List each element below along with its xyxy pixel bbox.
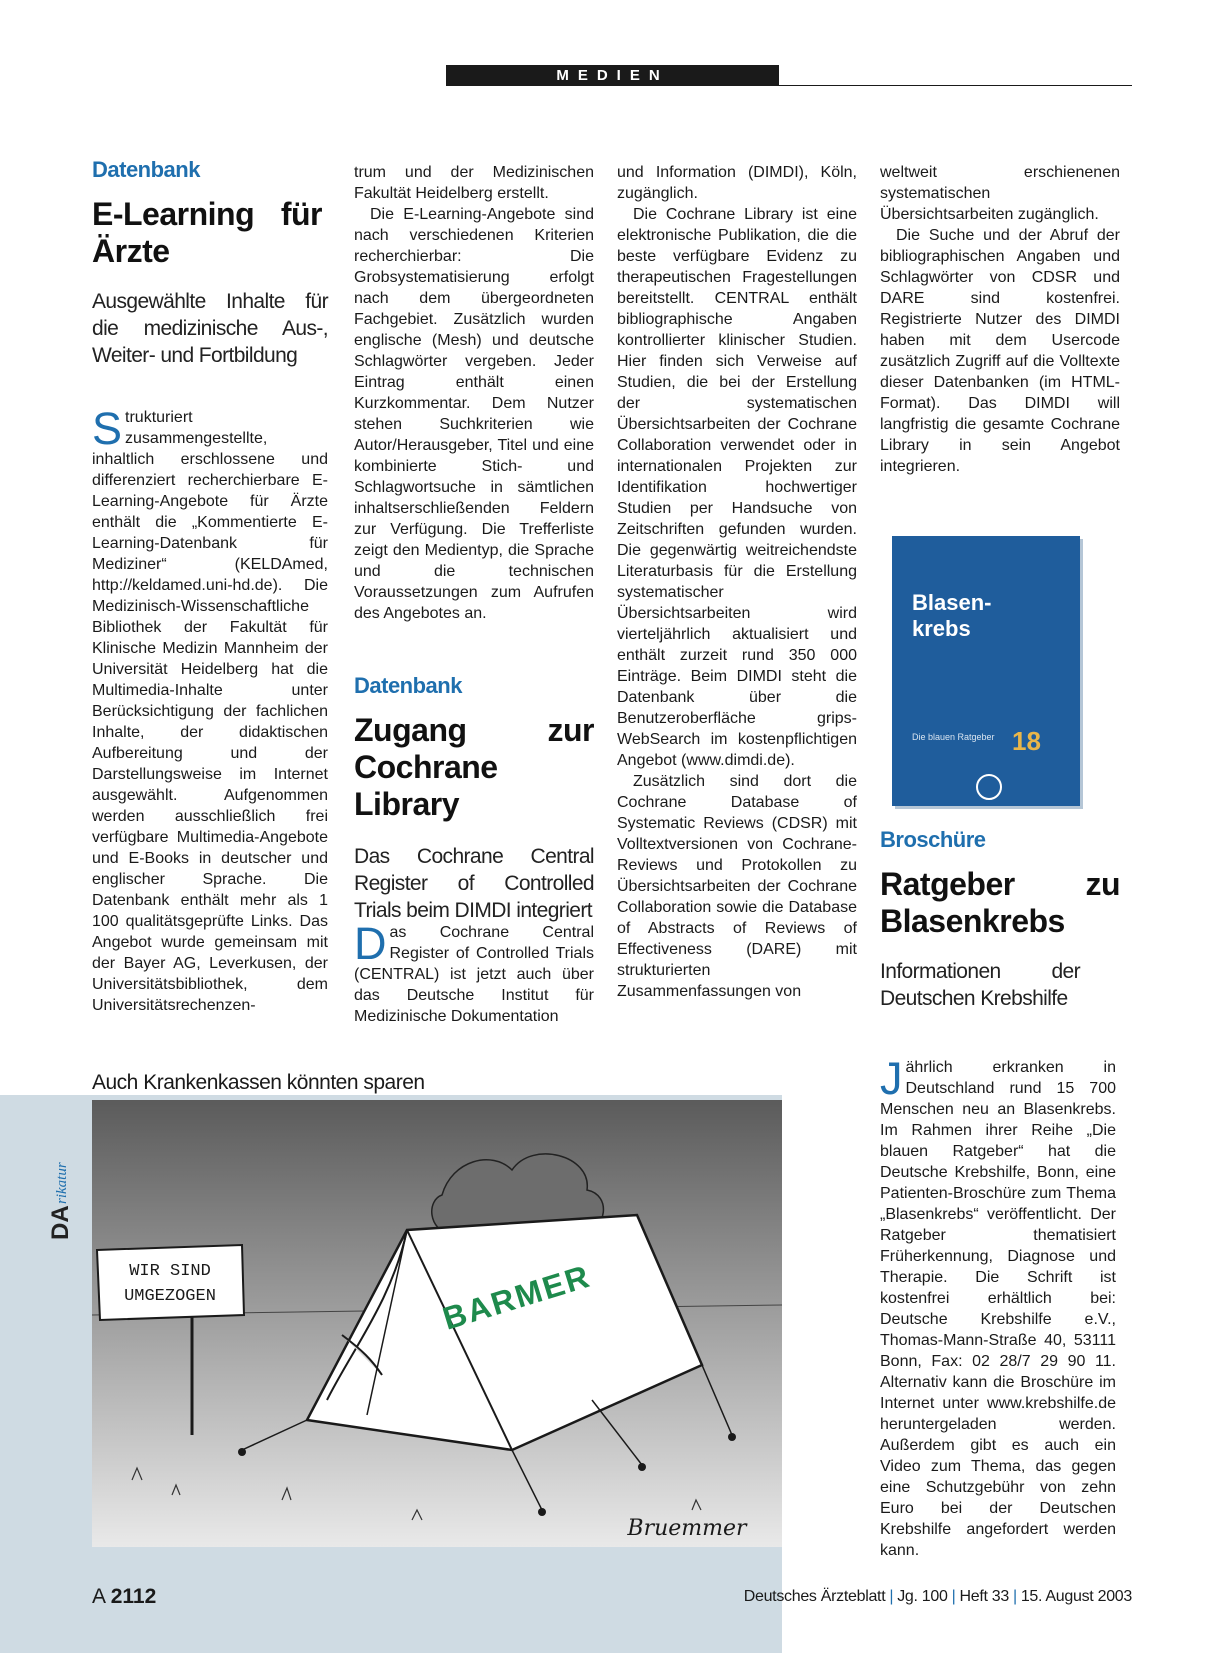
sign-line-1: WIR SIND bbox=[129, 1262, 211, 1281]
article3-headline: Ratgeber zu Blasenkrebs bbox=[880, 866, 1120, 939]
footer-issue: Heft 33 bbox=[959, 1588, 1009, 1605]
sign-board bbox=[97, 1245, 244, 1320]
cartoonist-signature: Bruemmer bbox=[627, 1516, 747, 1541]
section-header: MEDIEN bbox=[446, 65, 779, 86]
article3-subline: Informationen der Deutschen Krebshilfe bbox=[880, 960, 1080, 1010]
cover-logo-icon bbox=[976, 774, 1002, 800]
article2-body-col3-p1: und Information (DIMDI), Köln, zugänglich. bbox=[617, 164, 857, 202]
article2-body-col3-p3: Zusätzlich sind dort die Cochrane Database of Systematic Reviews (CDSR) mit Volltextversionen von Cochrane-Reviews und Protokollen zu Übersichtsarbeiten der Cochrane Collaboration sowie die Database of Abstracts of Reviews of Effectiveness (DARE) mit strukturierten Zusammenfassungen von bbox=[617, 773, 857, 1000]
tent-peg-2 bbox=[638, 1463, 646, 1471]
article2-kicker: Datenbank bbox=[354, 673, 462, 698]
brochure-cover-image bbox=[892, 536, 1080, 806]
footer-citation bbox=[744, 1586, 1132, 1608]
footer-separator: | bbox=[1012, 1588, 1017, 1605]
article1-kicker: Datenbank bbox=[92, 157, 200, 182]
article2-body-col2 bbox=[354, 918, 594, 1027]
tent-peg-3 bbox=[728, 1433, 736, 1441]
article2-body-col2-text: as Cochrane Central Register of Controlled Trials (CENTRAL) ist jetzt auch über das Deutsche Institut für Medizinische Dokumentation bbox=[354, 924, 594, 1025]
article2-headline: Zugang zur Cochrane Library bbox=[354, 712, 594, 822]
page-number bbox=[92, 1584, 156, 1610]
article1-body-col1: trukturiert zusammengestellte, inhaltlich erschlossene und differenziert recherchierbare E-Learning-Angebote für Ärzte enthält die „Kommentierte E-Learning-Datenbank für Mediziner“ (KELDAmed, http://keldamed.uni-hd.de). Die Medizinisch-Wissenschaftliche Bibliothek der Fakultät für Klinische Medizin Mannheim der Universität Heidelberg hat die Multimedia-Inhalte unter Berücksichtigung der fachlichen Inhalte, der didaktischen Aufbereitung und der Darstellungsweise im Internet ausgewählt. Aufgenommen werden ausschließlich frei verfügbare Multimedia-Angebote und E-Books in deutscher und englischer Sprache. Die Datenbank enthält mehr als 1 100 qualitätsgeprüfte Links. Das Angebot wurde gemeinsam mit der Bayer AG, Leverkusen, der Universitätsbibliothek, dem Universitätsrechenzen- bbox=[92, 409, 328, 1014]
article2-body-col4-p2: Die Suche und der Abruf der bibliographischen Angaben und Schlagwörter von CDSR und DARE sind kostenfrei. Registrierte Nutzer des DIMDI haben mit dem Usercode zusätzlich Zugriff auf die Volltexte dieser Datenbanken (im HTML-Format). Das DIMDI will langfristig die gesamte Cochrane Library in sein Angebot integrieren. bbox=[880, 227, 1120, 475]
darikatur-da: DA bbox=[47, 1205, 74, 1240]
article1-headline: E-Learning für Ärzte bbox=[92, 196, 322, 269]
cover-title: Blasen-krebs bbox=[912, 590, 992, 641]
page-prefix: A bbox=[92, 1585, 105, 1608]
tent-peg-4 bbox=[238, 1448, 246, 1456]
cover-series: Die blauen Ratgeber bbox=[912, 732, 995, 742]
article1-body-col2-p1: trum und der Medizinischen Fakultät Heidelberg erstellt. bbox=[354, 164, 594, 202]
footer-journal: Deutsches Ärzteblatt bbox=[743, 1588, 886, 1605]
tent-label: BARMER bbox=[438, 1257, 595, 1337]
article2-body-col4-p1: weltweit erschienenen systematischen Übersichtsarbeiten zugänglich. bbox=[880, 164, 1120, 223]
footer-separator: | bbox=[951, 1588, 956, 1605]
footer-volume: Jg. 100 bbox=[897, 1588, 948, 1605]
column-4 bbox=[880, 162, 1120, 477]
article1-dropcap: S bbox=[92, 403, 123, 454]
article3-head bbox=[880, 826, 1120, 1012]
article3-body-text: ährlich erkranken in Deutschland rund 15 700 Menschen neu an Blasenkrebs. Im Rahmen ihrer Reihe „Die blauen Ratgeber“ hat die Deutsche Krebshilfe, Bonn, eine Patienten-Broschüre zum Thema „Blasenkrebs“ veröffentlicht. Der Ratgeber thematisiert Früherkennung, Diagnose und Therapie. Die Schrift ist kostenfrei erhältlich bei: Deutsche Krebshilfe e.V., Thomas-Mann-Straße 40, 53111 Bonn, Fax: 02 28/7 29 90 11. Alternativ kann die Broschüre im Internet unter www.krebshilfe.de heruntergeladen werden. Außerdem gibt es auch ein Video zum Thema, das gegen eine Schutzgebühr von zehn Euro bei der Deutschen Krebshilfe angefordert werden kann. bbox=[880, 1059, 1116, 1559]
footer-separator: | bbox=[889, 1588, 894, 1605]
article1-body bbox=[92, 403, 328, 1016]
column-1 bbox=[92, 156, 328, 1016]
cover-number: 18 bbox=[1012, 726, 1041, 756]
article3-dropcap: J bbox=[880, 1053, 903, 1104]
darikatur-logo bbox=[42, 1118, 78, 1242]
article2-body-col3-p2: Die Cochrane Library ist eine elektronische Publikation, die die beste verfügbare Evidenz zu therapeutischen Fragestellungen bereitstellt. CENTRAL enthält bibliographische Angaben kontrollierter klinischer Studien. Hier finden sich Verweise auf Studien, die bei der Erstellung der systematischen Übersichtsarbeiten der Cochrane Collaboration verwendet oder in internationalen Projekten zur Identifikation hochwertiger Studien per Handsuche von Zeitschriften gefunden wurden. Die gegenwärtig weitreichendste Literaturbasis für die Erstellung systematischer Übersichtsarbeiten wird vierteljährlich aktualisiert und enthält zurzeit rund 350 000 Einträge. Beim DIMDI steht die Datenbank über die Benutzeroberfläche grips-WebSearch im kostenpflichtigen Angebot (www.dimdi.de). bbox=[617, 206, 857, 769]
article3-body bbox=[880, 1053, 1116, 1561]
article2-dropcap: D bbox=[354, 918, 387, 969]
article1-subline: Ausgewählte Inhalte für die medizinische Aus-, Weiter- und Fortbildung bbox=[92, 290, 328, 367]
article2-head bbox=[354, 672, 594, 924]
sign-line-2: UMGEZOGEN bbox=[124, 1287, 216, 1306]
darikatur-rikatur: rikatur bbox=[54, 1162, 70, 1204]
page-number-value: 2112 bbox=[110, 1585, 157, 1608]
footer-date: 15. August 2003 bbox=[1020, 1588, 1132, 1605]
tent-peg-1 bbox=[538, 1508, 546, 1516]
cartoon-caption: Auch Krankenkassen könnten sparen bbox=[92, 1071, 425, 1094]
cartoon-illustration bbox=[92, 1100, 782, 1547]
article1-body-col2-p2: Die E-Learning-Angebote sind nach verschiedenen Kriterien recherchierbar: Die Grobsystematisierung erfolgt nach dem übergeordneten Fachgebiet. Zusätzlich wurden englische (Mesh) und deutsche Schlagwörter vergeben. Jeder Eintrag enthält einen Kurzkommentar. Dem Nutzer stehen Suchkriterien wie Autor/Herausgeber, Titel und eine kombinierte Stich- und Schlagwortsuche in sämtlichen inhaltserschließenden Feldern zur Verfügung. Die Trefferliste zeigt den Medientyp, die Sprache und die technischen Voraussetzungen zum Aufrufen des Angebotes an. bbox=[354, 206, 594, 622]
column-2 bbox=[354, 162, 594, 624]
header-rule bbox=[446, 85, 1132, 86]
article2-subline: Das Cochrane Central Register of Controlled Trials beim DIMDI integriert bbox=[354, 845, 594, 922]
column-3 bbox=[617, 162, 857, 1002]
article3-kicker: Broschüre bbox=[880, 827, 986, 852]
